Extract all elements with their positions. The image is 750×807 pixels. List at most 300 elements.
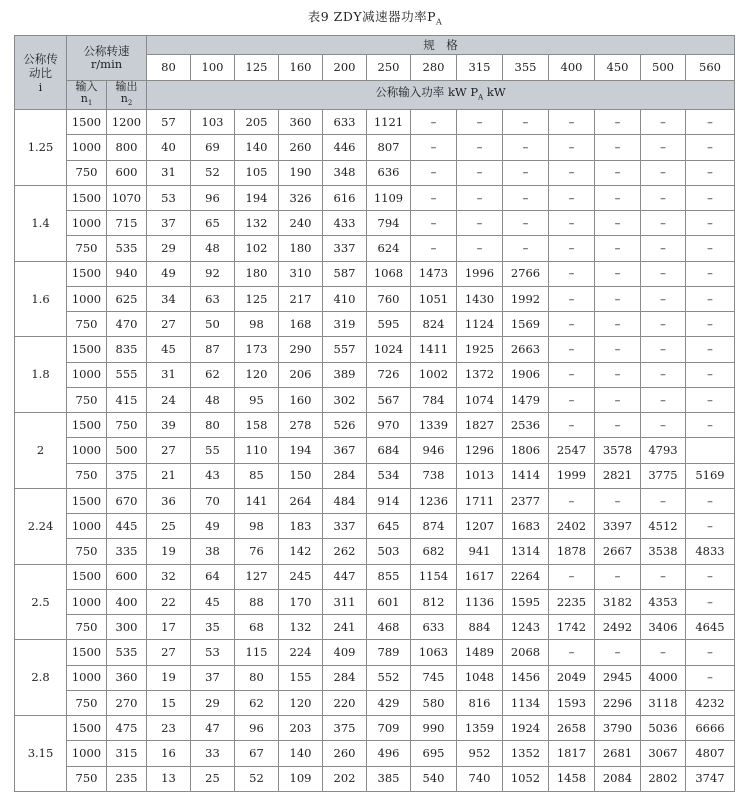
table-row <box>15 514 735 539</box>
power-cell: – <box>686 135 735 160</box>
ratio-cell: 2.24 <box>15 488 67 564</box>
power-cell: 98 <box>235 514 279 539</box>
power-cell: 158 <box>235 413 279 438</box>
power-cell: 52 <box>191 160 235 185</box>
power-cell: 429 <box>367 690 411 715</box>
table-row <box>15 286 735 311</box>
power-cell: 624 <box>367 236 411 261</box>
output-speed-cell: 555 <box>107 362 147 387</box>
power-cell: – <box>411 110 457 135</box>
power-cell: 45 <box>147 337 191 362</box>
output-speed-header <box>107 81 147 110</box>
input-speed-cell: 1000 <box>67 741 107 766</box>
power-cell: 2945 <box>595 665 641 690</box>
power-cell: 4645 <box>686 615 735 640</box>
power-cell: 1024 <box>367 337 411 362</box>
power-cell: 816 <box>457 690 503 715</box>
power-cell: – <box>595 236 641 261</box>
power-cell: 224 <box>279 640 323 665</box>
power-cell: 98 <box>235 312 279 337</box>
power-cell: 67 <box>235 741 279 766</box>
power-cell: 941 <box>457 539 503 564</box>
output-speed-cell: 800 <box>107 135 147 160</box>
ratio-cell: 3.15 <box>15 716 67 792</box>
power-cell: 3067 <box>641 741 686 766</box>
power-cell: 23 <box>147 716 191 741</box>
power-cell: 4807 <box>686 741 735 766</box>
power-cell: 3790 <box>595 716 641 741</box>
power-cell: – <box>595 211 641 236</box>
input-speed-cell: 1500 <box>67 640 107 665</box>
power-cell: 1154 <box>411 564 457 589</box>
output-speed-cell: 940 <box>107 261 147 286</box>
power-cell: 2663 <box>503 337 549 362</box>
power-cell: 433 <box>323 211 367 236</box>
power-cell: 484 <box>323 488 367 513</box>
ratio-cell: 1.8 <box>15 337 67 413</box>
size-header-cell: 560 <box>686 55 735 81</box>
power-cell: – <box>549 312 595 337</box>
power-cell: – <box>549 160 595 185</box>
power-cell: 96 <box>191 185 235 210</box>
power-cell: – <box>686 387 735 412</box>
input-speed-cell: 750 <box>67 463 107 488</box>
power-cell: 1372 <box>457 362 503 387</box>
table-row <box>15 362 735 387</box>
power-cell: 241 <box>323 615 367 640</box>
power-cell: 36 <box>147 488 191 513</box>
size-header-cell: 160 <box>279 55 323 81</box>
table-row <box>15 387 735 412</box>
size-header-cell: 400 <box>549 55 595 81</box>
power-header-subscript: A <box>478 93 484 102</box>
power-cell: 2658 <box>549 716 595 741</box>
power-cell: 1683 <box>503 514 549 539</box>
input-speed-cell: 750 <box>67 312 107 337</box>
power-cell: 1048 <box>457 665 503 690</box>
power-cell: 38 <box>191 539 235 564</box>
power-cell: 855 <box>367 564 411 589</box>
power-cell: – <box>595 135 641 160</box>
power-cell: 53 <box>191 640 235 665</box>
power-cell: 103 <box>191 110 235 135</box>
ratio-cell: 1.4 <box>15 185 67 261</box>
power-cell: 1051 <box>411 286 457 311</box>
power-cell: – <box>686 110 735 135</box>
power-cell: – <box>641 413 686 438</box>
power-cell: 22 <box>147 589 191 614</box>
power-cell: 794 <box>367 211 411 236</box>
power-cell: 1617 <box>457 564 503 589</box>
power-cell: 990 <box>411 716 457 741</box>
power-cell: 1339 <box>411 413 457 438</box>
power-cell: 140 <box>279 741 323 766</box>
table-row <box>15 615 735 640</box>
power-cell: 19 <box>147 539 191 564</box>
output-speed-cell: 1200 <box>107 110 147 135</box>
power-cell: 4793 <box>641 438 686 463</box>
power-cell: 132 <box>279 615 323 640</box>
power-cell: 155 <box>279 665 323 690</box>
power-cell: 1243 <box>503 615 549 640</box>
power-cell: 50 <box>191 312 235 337</box>
power-cell: – <box>641 211 686 236</box>
output-speed-cell: 470 <box>107 312 147 337</box>
power-cell: 1068 <box>367 261 411 286</box>
power-cell: 1817 <box>549 741 595 766</box>
input-speed-cell: 1500 <box>67 110 107 135</box>
power-cell: 183 <box>279 514 323 539</box>
power-cell: 2377 <box>503 488 549 513</box>
power-cell: 173 <box>235 337 279 362</box>
ratio-cell: 2 <box>15 413 67 489</box>
power-cell: 45 <box>191 589 235 614</box>
power-cell: 170 <box>279 589 323 614</box>
power-cell: 3397 <box>595 514 641 539</box>
power-cell: 410 <box>323 286 367 311</box>
power-cell: – <box>686 514 735 539</box>
power-cell: – <box>641 160 686 185</box>
power-cell: 1013 <box>457 463 503 488</box>
size-header-cell: 315 <box>457 55 503 81</box>
power-cell: 206 <box>279 362 323 387</box>
power-cell: 2821 <box>595 463 641 488</box>
power-cell: – <box>457 236 503 261</box>
power-cell: 2492 <box>595 615 641 640</box>
power-cell: 142 <box>279 539 323 564</box>
power-cell: 62 <box>191 362 235 387</box>
power-cell: 48 <box>191 236 235 261</box>
power-cell: – <box>595 488 641 513</box>
power-cell: – <box>549 135 595 160</box>
power-cell: 1827 <box>457 413 503 438</box>
power-cell: – <box>411 160 457 185</box>
power-cell: 284 <box>323 463 367 488</box>
power-cell: 375 <box>323 716 367 741</box>
power-cell: 1479 <box>503 387 549 412</box>
size-header-cell: 355 <box>503 55 549 81</box>
power-cell: 63 <box>191 286 235 311</box>
power-cell: 132 <box>235 211 279 236</box>
power-cell: 446 <box>323 135 367 160</box>
input-speed-cell: 1500 <box>67 261 107 286</box>
power-cell: – <box>641 135 686 160</box>
output-speed-cell: 445 <box>107 514 147 539</box>
power-cell: – <box>457 110 503 135</box>
power-cell: – <box>686 362 735 387</box>
power-cell: 534 <box>367 463 411 488</box>
output-speed-cell: 270 <box>107 690 147 715</box>
input-speed-header <box>67 81 107 110</box>
table-row <box>15 741 735 766</box>
power-cell: – <box>595 387 641 412</box>
power-cell: – <box>411 211 457 236</box>
table-row <box>15 665 735 690</box>
table-title-text: 表9 ZDY减速器功率P <box>307 9 436 24</box>
output-speed-cell: 360 <box>107 665 147 690</box>
power-cell: 695 <box>411 741 457 766</box>
power-cell: 120 <box>235 362 279 387</box>
power-cell: 125 <box>235 286 279 311</box>
input-speed-cell: 1000 <box>67 286 107 311</box>
power-cell: 150 <box>279 463 323 488</box>
power-cell: – <box>686 286 735 311</box>
ratio-header-line-2: 动比 <box>29 65 52 80</box>
input-speed-cell: 1000 <box>67 514 107 539</box>
power-cell: 87 <box>191 337 235 362</box>
power-cell: 389 <box>323 362 367 387</box>
power-cell: – <box>595 160 641 185</box>
power-cell: 2235 <box>549 589 595 614</box>
power-cell: – <box>549 362 595 387</box>
power-cell: – <box>549 640 595 665</box>
power-cell: 3578 <box>595 438 641 463</box>
table-row <box>15 539 735 564</box>
power-cell: – <box>411 236 457 261</box>
power-cell: 1593 <box>549 690 595 715</box>
power-cell: 92 <box>191 261 235 286</box>
power-cell: 337 <box>323 236 367 261</box>
power-cell: – <box>595 286 641 311</box>
power-cell: 3775 <box>641 463 686 488</box>
power-cell: – <box>411 135 457 160</box>
input-speed-cell: 1500 <box>67 488 107 513</box>
output-speed-label: 输出 <box>115 80 138 93</box>
input-speed-cell: 1500 <box>67 413 107 438</box>
power-cell: – <box>686 665 735 690</box>
power-cell: – <box>595 261 641 286</box>
power-cell: – <box>549 286 595 311</box>
power-cell: 552 <box>367 665 411 690</box>
input-speed-cell: 1000 <box>67 211 107 236</box>
power-cell: – <box>686 589 735 614</box>
power-cell: 64 <box>191 564 235 589</box>
power-cell: 205 <box>235 110 279 135</box>
power-cell: 310 <box>279 261 323 286</box>
power-cell: – <box>686 312 735 337</box>
power-cell: 1924 <box>503 716 549 741</box>
table-row <box>15 337 735 362</box>
power-cell: 738 <box>411 463 457 488</box>
power-cell: 1109 <box>367 185 411 210</box>
power-cell: – <box>411 185 457 210</box>
power-cell: 217 <box>279 286 323 311</box>
table-row <box>15 488 735 513</box>
power-cell: 278 <box>279 413 323 438</box>
input-speed-cell: 750 <box>67 615 107 640</box>
power-cell: 1136 <box>457 589 503 614</box>
power-cell: 1352 <box>503 741 549 766</box>
power-cell: – <box>595 337 641 362</box>
power-cell: 1458 <box>549 766 595 791</box>
power-cell: 240 <box>279 211 323 236</box>
input-speed-cell: 750 <box>67 690 107 715</box>
power-cell: – <box>641 236 686 261</box>
power-cell: – <box>595 564 641 589</box>
power-cell: 16 <box>147 741 191 766</box>
power-cell: – <box>457 160 503 185</box>
power-cell: – <box>503 236 549 261</box>
power-cell: 1121 <box>367 110 411 135</box>
power-cell: 952 <box>457 741 503 766</box>
power-cell: 39 <box>147 413 191 438</box>
size-header-cell: 200 <box>323 55 367 81</box>
power-cell: 807 <box>367 135 411 160</box>
output-speed-cell: 400 <box>107 589 147 614</box>
power-cell <box>686 438 735 463</box>
power-cell: 88 <box>235 589 279 614</box>
power-cell: 48 <box>191 387 235 412</box>
power-cell: 2547 <box>549 438 595 463</box>
spec-header: 规 格 <box>147 36 735 55</box>
power-cell: 33 <box>191 741 235 766</box>
output-speed-cell: 835 <box>107 337 147 362</box>
power-cell: 49 <box>191 514 235 539</box>
power-cell: 35 <box>191 615 235 640</box>
power-cell: 1236 <box>411 488 457 513</box>
power-cell: – <box>549 236 595 261</box>
power-cell: 5169 <box>686 463 735 488</box>
power-cell: 62 <box>235 690 279 715</box>
ratio-cell: 1.25 <box>15 110 67 186</box>
input-speed-symbol-n: n <box>80 92 88 105</box>
power-cell: 53 <box>147 185 191 210</box>
power-cell: 1473 <box>411 261 457 286</box>
power-cell: 740 <box>457 766 503 791</box>
output-speed-cell: 300 <box>107 615 147 640</box>
table-title-subscript: A <box>436 17 443 27</box>
power-cell: – <box>641 337 686 362</box>
power-cell: – <box>549 337 595 362</box>
power-cell: – <box>641 564 686 589</box>
input-speed-cell: 1000 <box>67 438 107 463</box>
output-speed-cell: 535 <box>107 236 147 261</box>
power-cell: 2667 <box>595 539 641 564</box>
power-cell: 24 <box>147 387 191 412</box>
power-cell: 80 <box>235 665 279 690</box>
power-cell: 69 <box>191 135 235 160</box>
power-cell: 37 <box>147 211 191 236</box>
power-cell: 47 <box>191 716 235 741</box>
power-cell: 914 <box>367 488 411 513</box>
power-table-body <box>15 110 735 792</box>
power-cell: 503 <box>367 539 411 564</box>
output-speed-cell: 315 <box>107 741 147 766</box>
power-cell: 385 <box>367 766 411 791</box>
power-cell: – <box>641 286 686 311</box>
power-cell: 34 <box>147 286 191 311</box>
speed-header <box>67 36 147 81</box>
power-cell: 601 <box>367 589 411 614</box>
power-cell: 3182 <box>595 589 641 614</box>
power-cell: 1296 <box>457 438 503 463</box>
power-cell: – <box>503 135 549 160</box>
power-cell: – <box>549 564 595 589</box>
power-cell: 319 <box>323 312 367 337</box>
power-cell: – <box>686 211 735 236</box>
power-cell: 1430 <box>457 286 503 311</box>
power-cell: 180 <box>279 236 323 261</box>
power-cell: 1414 <box>503 463 549 488</box>
size-header-cell: 450 <box>595 55 641 81</box>
power-cell: – <box>549 110 595 135</box>
table-row <box>15 589 735 614</box>
power-header-unit: kW <box>483 84 506 99</box>
output-speed-cell: 535 <box>107 640 147 665</box>
output-speed-cell: 500 <box>107 438 147 463</box>
power-cell: 27 <box>147 312 191 337</box>
power-cell: 1595 <box>503 589 549 614</box>
power-cell: 3118 <box>641 690 686 715</box>
table-title <box>0 7 750 27</box>
power-cell: 567 <box>367 387 411 412</box>
power-cell: 367 <box>323 438 367 463</box>
power-cell: 682 <box>411 539 457 564</box>
power-cell: – <box>641 488 686 513</box>
power-cell: 260 <box>323 741 367 766</box>
power-cell: 27 <box>147 438 191 463</box>
power-cell: 1074 <box>457 387 503 412</box>
power-cell: 2049 <box>549 665 595 690</box>
input-speed-cell: 1000 <box>67 362 107 387</box>
power-cell: – <box>686 413 735 438</box>
output-speed-symbol-n: n <box>120 92 128 105</box>
power-cell: 409 <box>323 640 367 665</box>
table-row <box>15 413 735 438</box>
power-cell: 202 <box>323 766 367 791</box>
power-cell: 580 <box>411 690 457 715</box>
power-cell: 1207 <box>457 514 503 539</box>
power-cell: 311 <box>323 589 367 614</box>
power-header <box>147 81 735 110</box>
output-speed-cell: 475 <box>107 716 147 741</box>
power-cell: 1314 <box>503 539 549 564</box>
power-cell: 260 <box>279 135 323 160</box>
power-cell: 946 <box>411 438 457 463</box>
power-cell: 31 <box>147 160 191 185</box>
ratio-header <box>15 36 67 110</box>
power-cell: 684 <box>367 438 411 463</box>
ratio-cell: 2.5 <box>15 564 67 640</box>
power-cell: – <box>549 488 595 513</box>
power-cell: 17 <box>147 615 191 640</box>
power-cell: 57 <box>147 110 191 135</box>
power-cell: – <box>457 135 503 160</box>
power-cell: 85 <box>235 463 279 488</box>
power-cell: – <box>641 640 686 665</box>
power-cell: 2802 <box>641 766 686 791</box>
power-cell: – <box>686 160 735 185</box>
power-cell: 1134 <box>503 690 549 715</box>
power-cell: – <box>457 185 503 210</box>
output-speed-cell: 235 <box>107 766 147 791</box>
power-cell: 3406 <box>641 615 686 640</box>
input-speed-cell: 750 <box>67 387 107 412</box>
power-cell: 29 <box>147 236 191 261</box>
power-cell: – <box>686 261 735 286</box>
power-cell: 4512 <box>641 514 686 539</box>
power-cell: – <box>595 362 641 387</box>
output-speed-cell: 625 <box>107 286 147 311</box>
input-speed-cell: 1000 <box>67 135 107 160</box>
power-cell: 115 <box>235 640 279 665</box>
power-cell: 76 <box>235 539 279 564</box>
size-header-cell: 500 <box>641 55 686 81</box>
input-speed-cell: 750 <box>67 160 107 185</box>
output-speed-cell: 600 <box>107 160 147 185</box>
power-cell: – <box>641 387 686 412</box>
power-cell: 2296 <box>595 690 641 715</box>
